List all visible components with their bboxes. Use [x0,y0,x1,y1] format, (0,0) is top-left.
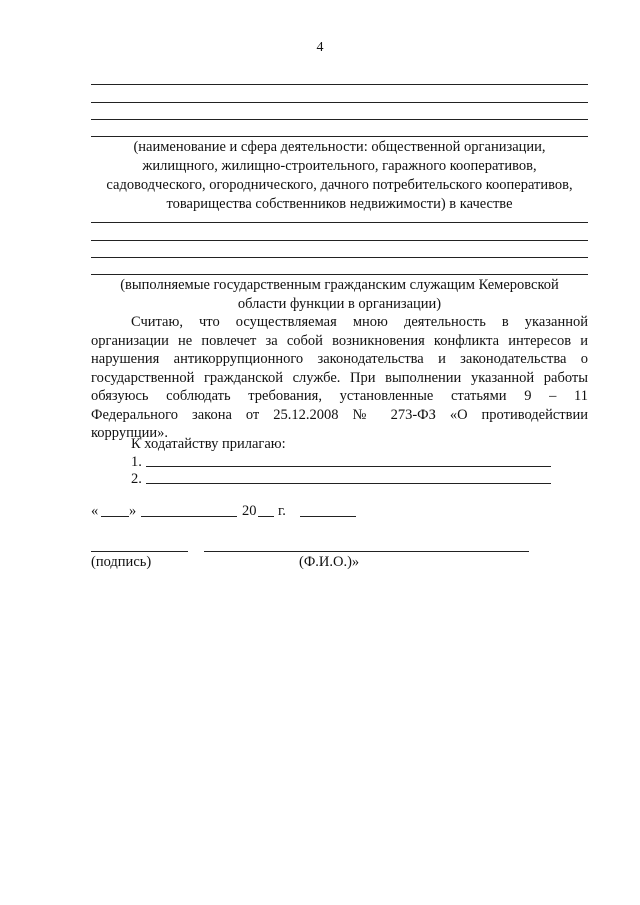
blank-line-organization-4 [91,136,588,137]
functions-caption-line: области функции в организации) [237,296,442,312]
date-year-prefix: 20 [242,503,257,519]
attachment-number: 2. [131,471,142,487]
attachment-1-blank-line[interactable] [146,466,551,467]
date-month-blank[interactable] [141,516,237,517]
blank-line-functions-2 [91,240,588,241]
blank-line-functions-1 [91,222,588,223]
date-extra-blank[interactable] [300,516,356,517]
statement-line: организации не повлечет за собой возникновения конфликта интересов и [91,332,588,349]
full-name-blank[interactable] [204,551,529,552]
attachment-number: 1. [131,454,142,470]
statement-paragraph [91,313,588,443]
full-name-label: (Ф.И.О.)» [299,554,360,570]
blank-line-organization-3 [91,119,588,120]
statement-line: Федерального закона от 25.12.2008 № 273-ФЗ «О противодействии [91,406,588,423]
statement-line: нарушения антикоррупционного законодательства и законодательства о [91,351,588,367]
attachment-2-blank-line[interactable] [146,483,551,484]
blank-line-functions-4 [91,274,588,275]
organization-caption [88,138,591,214]
signature-blank[interactable] [91,551,188,552]
date-day-blank[interactable] [101,516,129,517]
date-open-quote: « [91,503,99,519]
blank-line-organization-1 [91,84,588,85]
date-year-suffix: г. [278,503,286,519]
functions-caption-line: (выполняемые государственным гражданским служащим Кемеровской [120,277,559,293]
statement-line: обязуюсь соблюдать требования, установленные статьями 9 – 11 [91,388,588,404]
blank-line-functions-3 [91,257,588,258]
organization-caption-line: (наименование и сфера деятельности: общественной организации, [133,139,546,155]
page-number: 4 [316,40,324,55]
functions-caption [88,276,591,314]
organization-caption-line: товарищества собственников недвижимости) в качестве [166,196,513,212]
organization-caption-line: жилищного, жилищно-строительного, гаражного кооперативов, [142,158,537,174]
statement-line: государственной гражданской службе. При выполнении указанной работы [91,369,588,386]
organization-caption-line: садоводческого, огороднического, дачного потребительского кооперативов, [106,177,573,193]
statement-line: Считаю, что осуществляемая мною деятельность в указанной [131,314,588,330]
date-close-quote: » [129,503,137,519]
blank-line-organization-2 [91,102,588,103]
date-year-blank[interactable] [258,516,274,517]
attachments-intro: К ходатайству прилагаю: [131,436,286,452]
signature-label: (подпись) [91,554,152,570]
statement-line: коррупции». [91,425,169,441]
